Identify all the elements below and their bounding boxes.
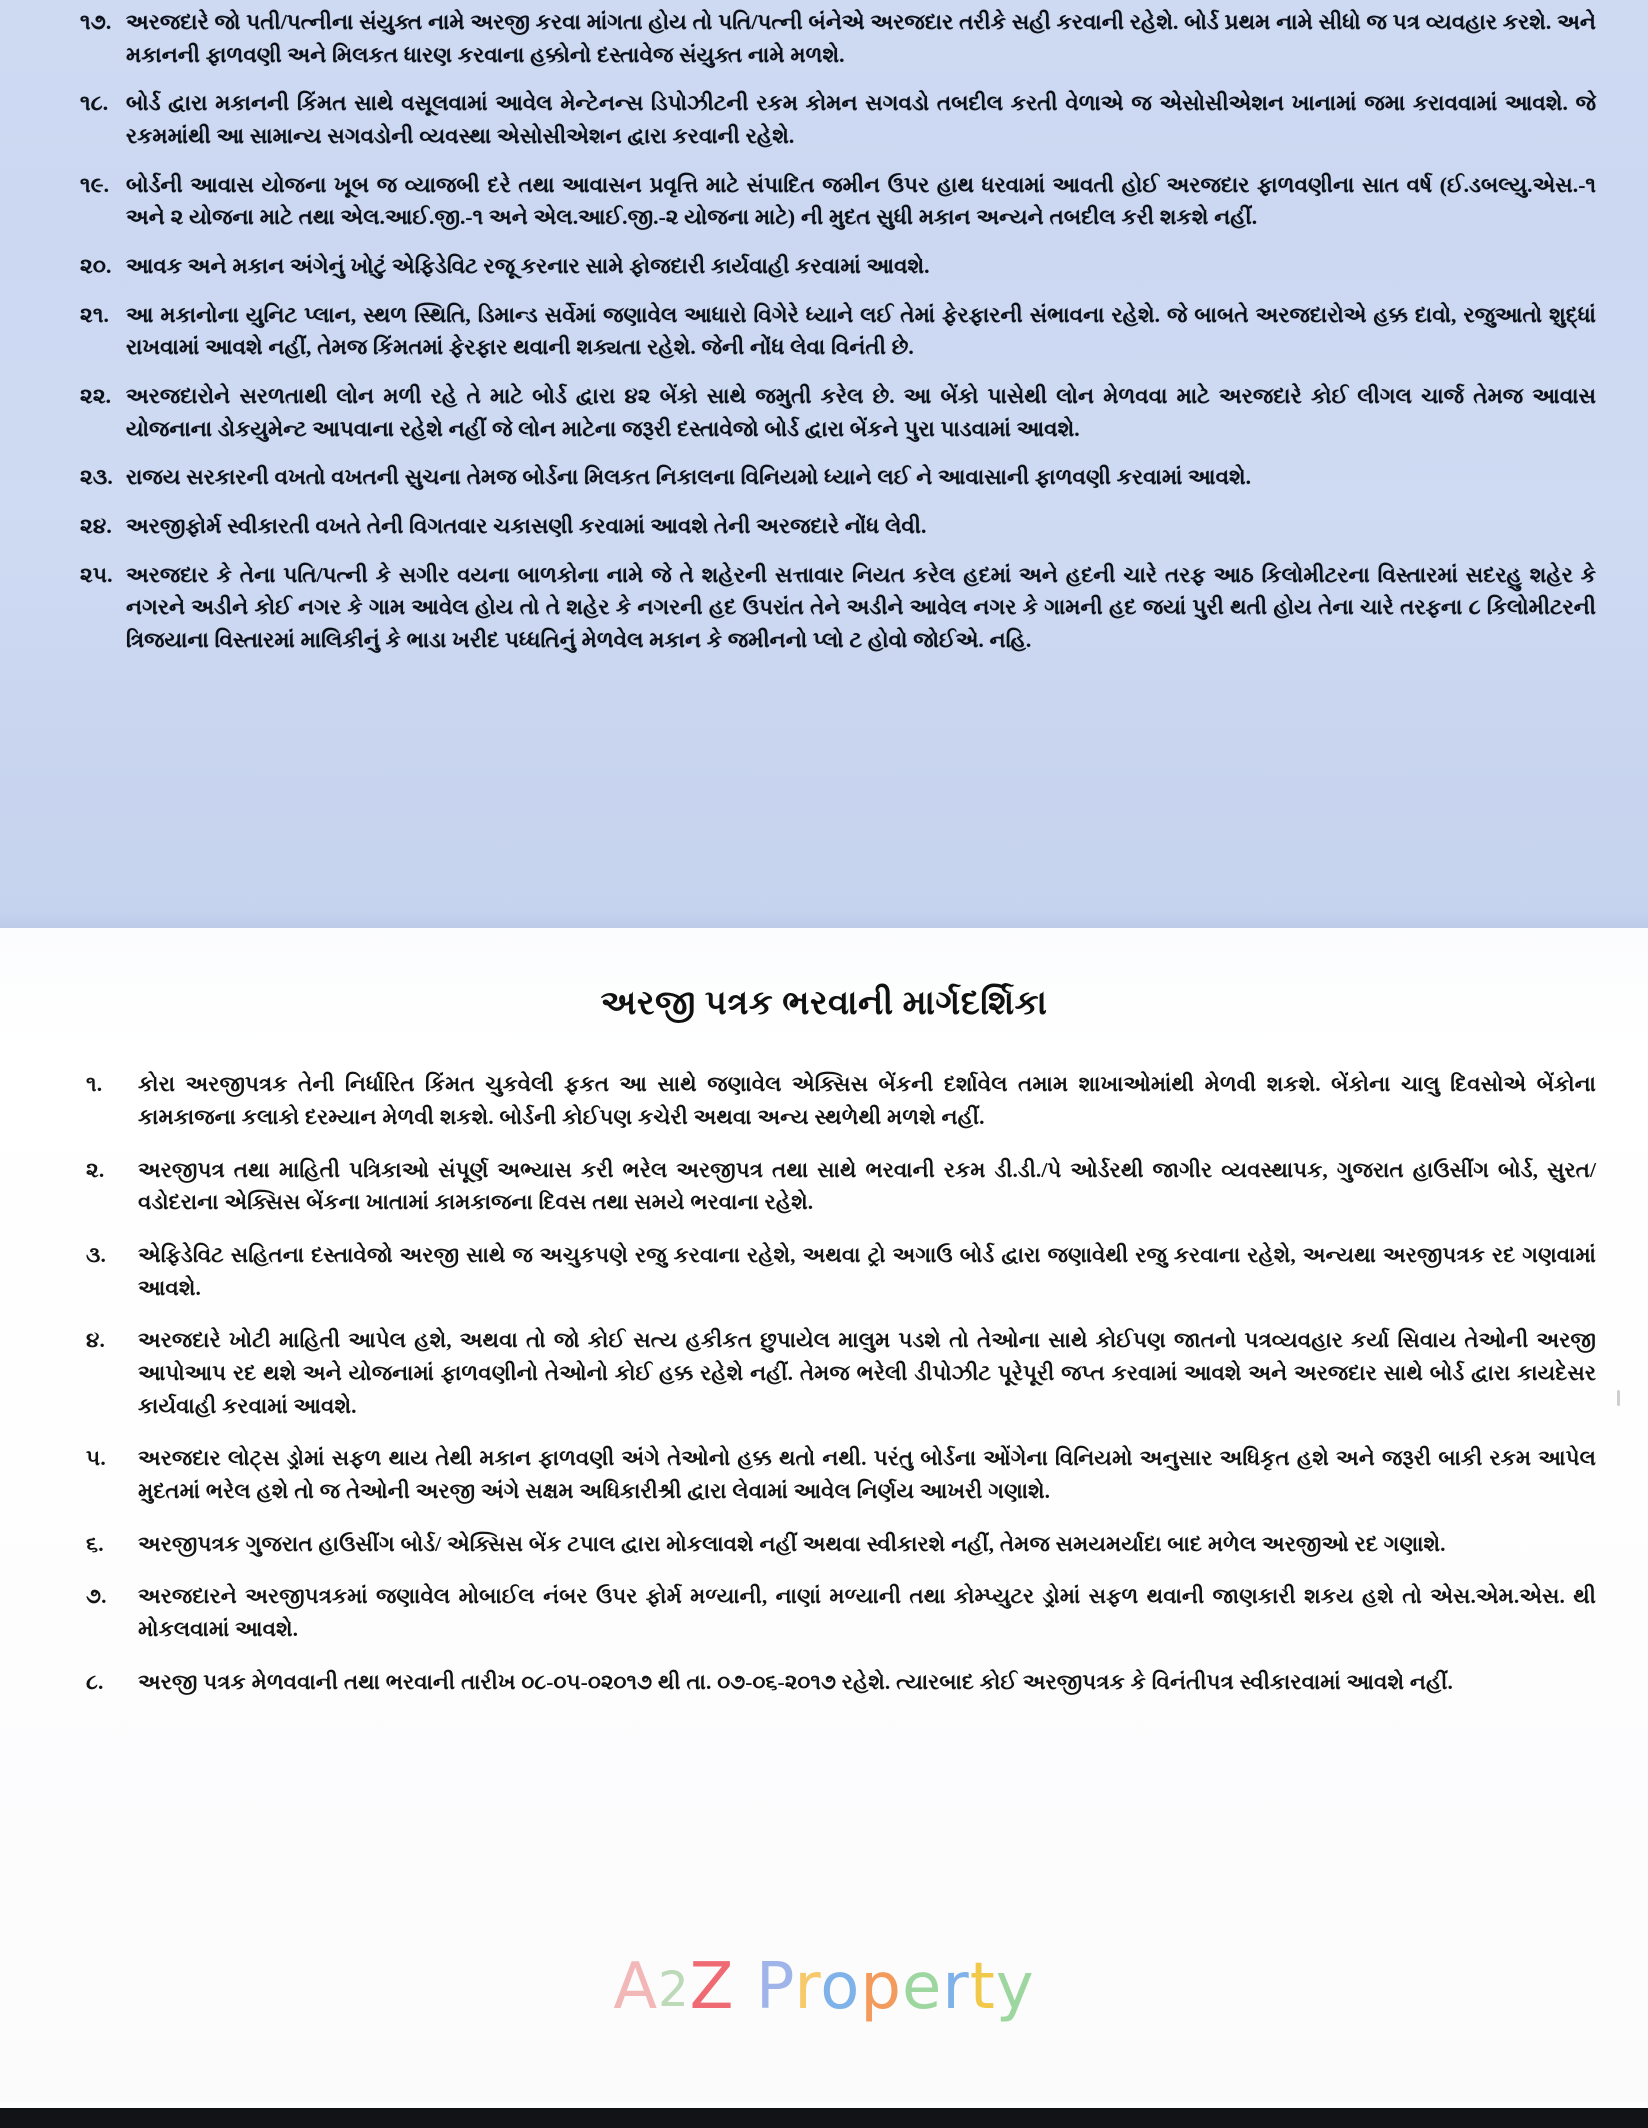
watermark-letter: t [969,1950,996,2024]
watermark-letter: 2 [658,1962,690,2018]
terms-section [0,0,1648,928]
clause-text: આવક અને મકાન અંગેનું ખોટું એફિડેવિટ રજૂ કરનાર સામે ફોજદારી કાર્યવાહી કરવામાં આવશે. [126,254,930,279]
clause-number: ૨. [86,1157,105,1182]
clause-number: ૧૭. [80,10,112,34]
clause-item [52,299,1596,364]
clause-item [52,559,1596,657]
clause-text: બોર્ડ દ્વારા મકાનની કિંમત સાથે વસૂલવામાં આવેલ મેન્ટેનન્સ ડિપોઝીટની રકમ કોમન સગવડો તબદીલ કરતી વેળાએ જ એસોસીએશન ખાનામાં જમા કરાવવામાં આવશે. જે રકમમાંથી આ સામાન્ય સગવડોની વ્યવસ્થા એસોસીએશન દ્વારા કરવાની રહેશે. [126,91,1596,149]
clause-item [52,1666,1596,1699]
watermark-letter: o [820,1950,861,2024]
clause-number: ૨૫. [80,562,113,587]
watermark-letter: r [794,1950,821,2024]
watermark-letter: p [860,1950,902,2024]
clause-item [52,1324,1596,1422]
clause-text: અરજદારોને સરળતાથી લોન મળી રહે તે માટે બોર્ડ દ્વારા ૪૨ બેંકો સાથે જમુતી કરેલ છે. આ બેંકો પાસેથી લોન મેળવવા માટે અરજદારે કોઈ લીગલ ચાર્જ તેમજ આવાસ યોજનાના ડોકયુમેન્ટ આપવાના રહેશે નહીં જે લોન માટેના જરૂરી દસ્તાવેજો બોર્ડ દ્વારા બેંકને પુરા પાડવામાં આવશે. [126,384,1596,441]
clause-text: અરજીપત્રક ગુજરાત હાઉસીંગ બોર્ડ/ એક્સિસ બેંક ટપાલ દ્વારા મોકલાવશે નહીં અથવા સ્વીકારશે નહીં, તેમજ સમયમર્યાદા બાદ મળેલ અરજીઓ રદ ગણાશે. [138,1531,1446,1556]
clause-item [52,6,1596,71]
clause-text: અરજદારે ખોટી માહિતી આપેલ હશે, અથવા તો જો કોઈ સત્ય હકીકત છુપાયેલ માલુમ પડશે તો તેઓના સાથે કોઈપણ જાતનો પત્રવ્યવહાર કર્યા સિવાય તેઓની અરજી આપોઆપ રદ થશે અને યોજનામાં ફાળવણીનો તેઓનો કોઈ હક્ક રહેશે નહીં. તેમજ ભરેલી ડીપોઝીટ પૂરેપૂરી જપ્ત કરવામાં આવશે અને અરજદાર સાથે બોર્ડ દ્વારા કાયદેસર કાર્યવાહી કરવામાં આવશે. [138,1328,1597,1418]
clause-text: અરજીપત્ર તથા માહિતી પત્રિકાઓ સંપૂર્ણ અભ્યાસ કરી ભરેલ અરજીપત્ર તથા સાથે ભરવાની રકમ ડી.ડી./પે ઓર્ડરથી જાગીર વ્યવસ્થાપક, ગુજરાત હાઉસીંગ બોર્ડ, સુરત/વડોદરાના એક્સિસ બેંકના ખાતામાં કામકાજના દિવસ તથા સમયે ભરવાના રહેશે. [138,1157,1596,1215]
watermark-letter: r [942,1950,970,2024]
clause-number: ૨૧. [80,302,110,327]
clause-number: ૪. [86,1328,106,1353]
clause-item [52,169,1596,234]
clause-item [52,1580,1596,1645]
clause-number: ૩. [86,1242,107,1267]
guidelines-heading: અરજી પત્રક ભરવાની માર્ગદર્શિકા [600,985,1048,1022]
clause-number: ૧૮. [80,91,109,116]
clause-text: અરજદારને અરજીપત્રકમાં જણાવેલ મોબાઈલ નંબર ઉપર ફોર્મ મળ્યાની, નાણાં મળ્યાની તથા કોમ્પ્યુટર ડ્રોમાં સફળ થવાની જાણકારી શકય હશે તો એસ.એમ.એસ. થી મોકલવામાં આવશે. [138,1584,1596,1641]
clause-item [52,250,1596,283]
clause-text: અરજીફોર્મ સ્વીકારતી વખતે તેની વિગતવાર ચકાસણી કરવામાં આવશે તેની અરજદારે નોંધ લેવી. [126,514,927,539]
watermark-letter: e [902,1950,943,2024]
clause-item [52,1442,1596,1507]
clause-number: ૭. [86,1584,107,1609]
clause-item [52,87,1596,152]
page-bottom-rule [0,2108,1648,2128]
guidelines-clause-list [52,1068,1596,1698]
clause-text: બોર્ડની આવાસ યોજના ખૂબ જ વ્યાજબી દરે તથા આવાસન પ્રવૃત્તિ માટે સંપાદિત જમીન ઉપર હાથ ધરવામાં આવતી હોઈ અરજદાર ફાળવણીના સાત વર્ષ (ઈ.ડબલ્યુ.એસ.-૧ અને ૨ યોજના માટે તથા એલ.આઈ.જી.-૧ અને એલ.આઈ.જી.-૨ યોજના માટે) ની મુદત સુધી મકાન અન્યને તબદીલ કરી શકશે નહીં. [126,172,1596,230]
clause-item [52,1528,1596,1561]
clause-number: ૧૯. [80,172,110,197]
clause-number: ૫. [86,1446,106,1471]
clause-number: ૧. [86,1072,103,1097]
clause-text: કોરા અરજીપત્રક તેની નિર્ધારિત કિંમત ચુકવેલી ફકત આ સાથે જણાવેલ એક્સિસ બેંકની દર્શાવેલ તમામ શાખાઓમાંથી મેળવી શકશે. બેંકોના ચાલુ દિવસોએ બેંકોના કામકાજના કલાકો દરમ્યાન મેળવી શકશે. બોર્ડની કોઈપણ કચેરી અથવા અન્ય સ્થળેથી મળશે નહીં. [138,1072,1596,1129]
clause-item [52,1068,1596,1133]
clause-text: એફિડેવિટ સહિતના દસ્તાવેજો અરજી સાથે જ અચુકપણે રજુ કરવાના રહેશે, અથવા ટ્રો અગાઉ બોર્ડ દ્વારા જણાવેથી રજુ કરવાના રહેશે, અન્યથા અરજીપત્રક રદ ગણવામાં આવશે. [138,1242,1596,1300]
clause-item [52,1154,1596,1219]
clause-text: રાજય સરકારની વખતો વખતની સુચના તેમજ બોર્ડના મિલકત નિકાલના વિનિયમો ધ્યાને લઈ ને આવાસાની ફાળવણી કરવામાં આવશે. [126,465,1252,490]
clause-number: ૨૦. [80,254,112,279]
clause-number: ૨૨. [80,384,112,409]
clause-text: અરજદાર કે તેના પતિ/પત્ની કે સગીર વયના બાળકોના નામે જે તે શહેરની સત્તાવાર નિયત કરેલ હદમાં અને હદની ચારે તરફ આઠ કિલોમીટરના વિસ્તારમાં સદરહુ શહેર કે નગરને અડીને કોઈ નગર કે ગામ આવેલ હોય તો તે શહેર કે નગરની હદ ઉપરાંત તેને અડીને આવેલ નગર કે ગામની હદ જયાં પુરી થતી હોય તેના ચારે તરફના ૮ કિલોમીટરની ત્રિજયાના વિસ્તારમાં માલિકીનું કે ભાડા ખરીદ પધ્ધતિનું મેળવેલ મકાન કે જમીનનો પ્લો ટ હોવો જોઈએ. નહિ. [126,562,1597,653]
clause-text: અરજદારે જો પતી/પત્નીના સંયુક્ત નામે અરજી કરવા માંગતા હોય તો પતિ/પત્ની બંનેએ અરજદાર તરીકે સહી કરવાની રહેશે. બોર્ડ પ્રથમ નામે સીધો જ પત્ર વ્યવહાર કરશે. અને મકાનની ફાળવણી અને મિલકત ધારણ કરવાના હક્કોનો દસ્તાવેજ સંયુક્ત નામે મળશે. [126,10,1596,67]
clause-number: ૬. [86,1531,104,1556]
guidelines-section [0,928,1648,2128]
watermark-letter: Z [689,1950,735,2024]
watermark-letter: A [613,1950,659,2024]
clause-text: આ મકાનોના યુનિટ પ્લાન, સ્થળ સ્થિતિ, ડિમાન્ડ સર્વેમાં જણાવેલ આધારો વિગેરે ધ્યાને લઈ તેમાં ફેરફારની સંભાવના રહેશે. જે બાબતે અરજદારોએ હક્ક દાવો, રજુઆતો શુદ્ધાં રાખવામાં આવશે નહીં, તેમજ કિંમતમાં ફેરફાર થવાની શક્યતા રહેશે. જેની નોંધ લેવા વિનંતી છે. [126,302,1596,360]
scan-artifact [1617,1390,1620,1406]
clause-text: અરજદાર લોટ્સ ડ્રોમાં સફળ થાય તેથી મકાન ફાળવણી અંગે તેઓનો હક્ક થતો નથી. પરંતુ બોર્ડના ઓંગેના વિનિયમો અનુસાર અધિકૃત હશે અને જરૂરી બાકી રકમ આપેલ મુદતમાં ભરેલ હશે તો જ તેઓની અરજી અંગે સક્ષમ અધિકારીશ્રી દ્વારા લેવામાં આવેલ નિર્ણય આખરી ગણાશે. [138,1446,1596,1503]
clause-item [52,510,1596,543]
watermark-letter: y [995,1950,1035,2024]
clause-item [52,461,1596,494]
clause-item [52,1239,1596,1304]
watermark-letter: P [755,1950,795,2024]
clause-item [52,380,1596,445]
terms-clause-list [52,6,1596,657]
clause-number: ૨૩. [80,465,113,490]
clause-number: ૮. [86,1669,104,1694]
clause-number: ૨૪. [80,514,112,539]
clause-text: અરજી પત્રક મેળવવાની તથા ભરવાની તારીખ ૦૮-૦૫-૦૨૦૧૭ થી તા. ૦૭-૦૬-૨૦૧૭ રહેશે. ત્યારબાદ કોઈ અરજીપત્રક કે વિનંતીપત્ર સ્વીકારવામાં આવશે નહીં. [138,1669,1453,1694]
